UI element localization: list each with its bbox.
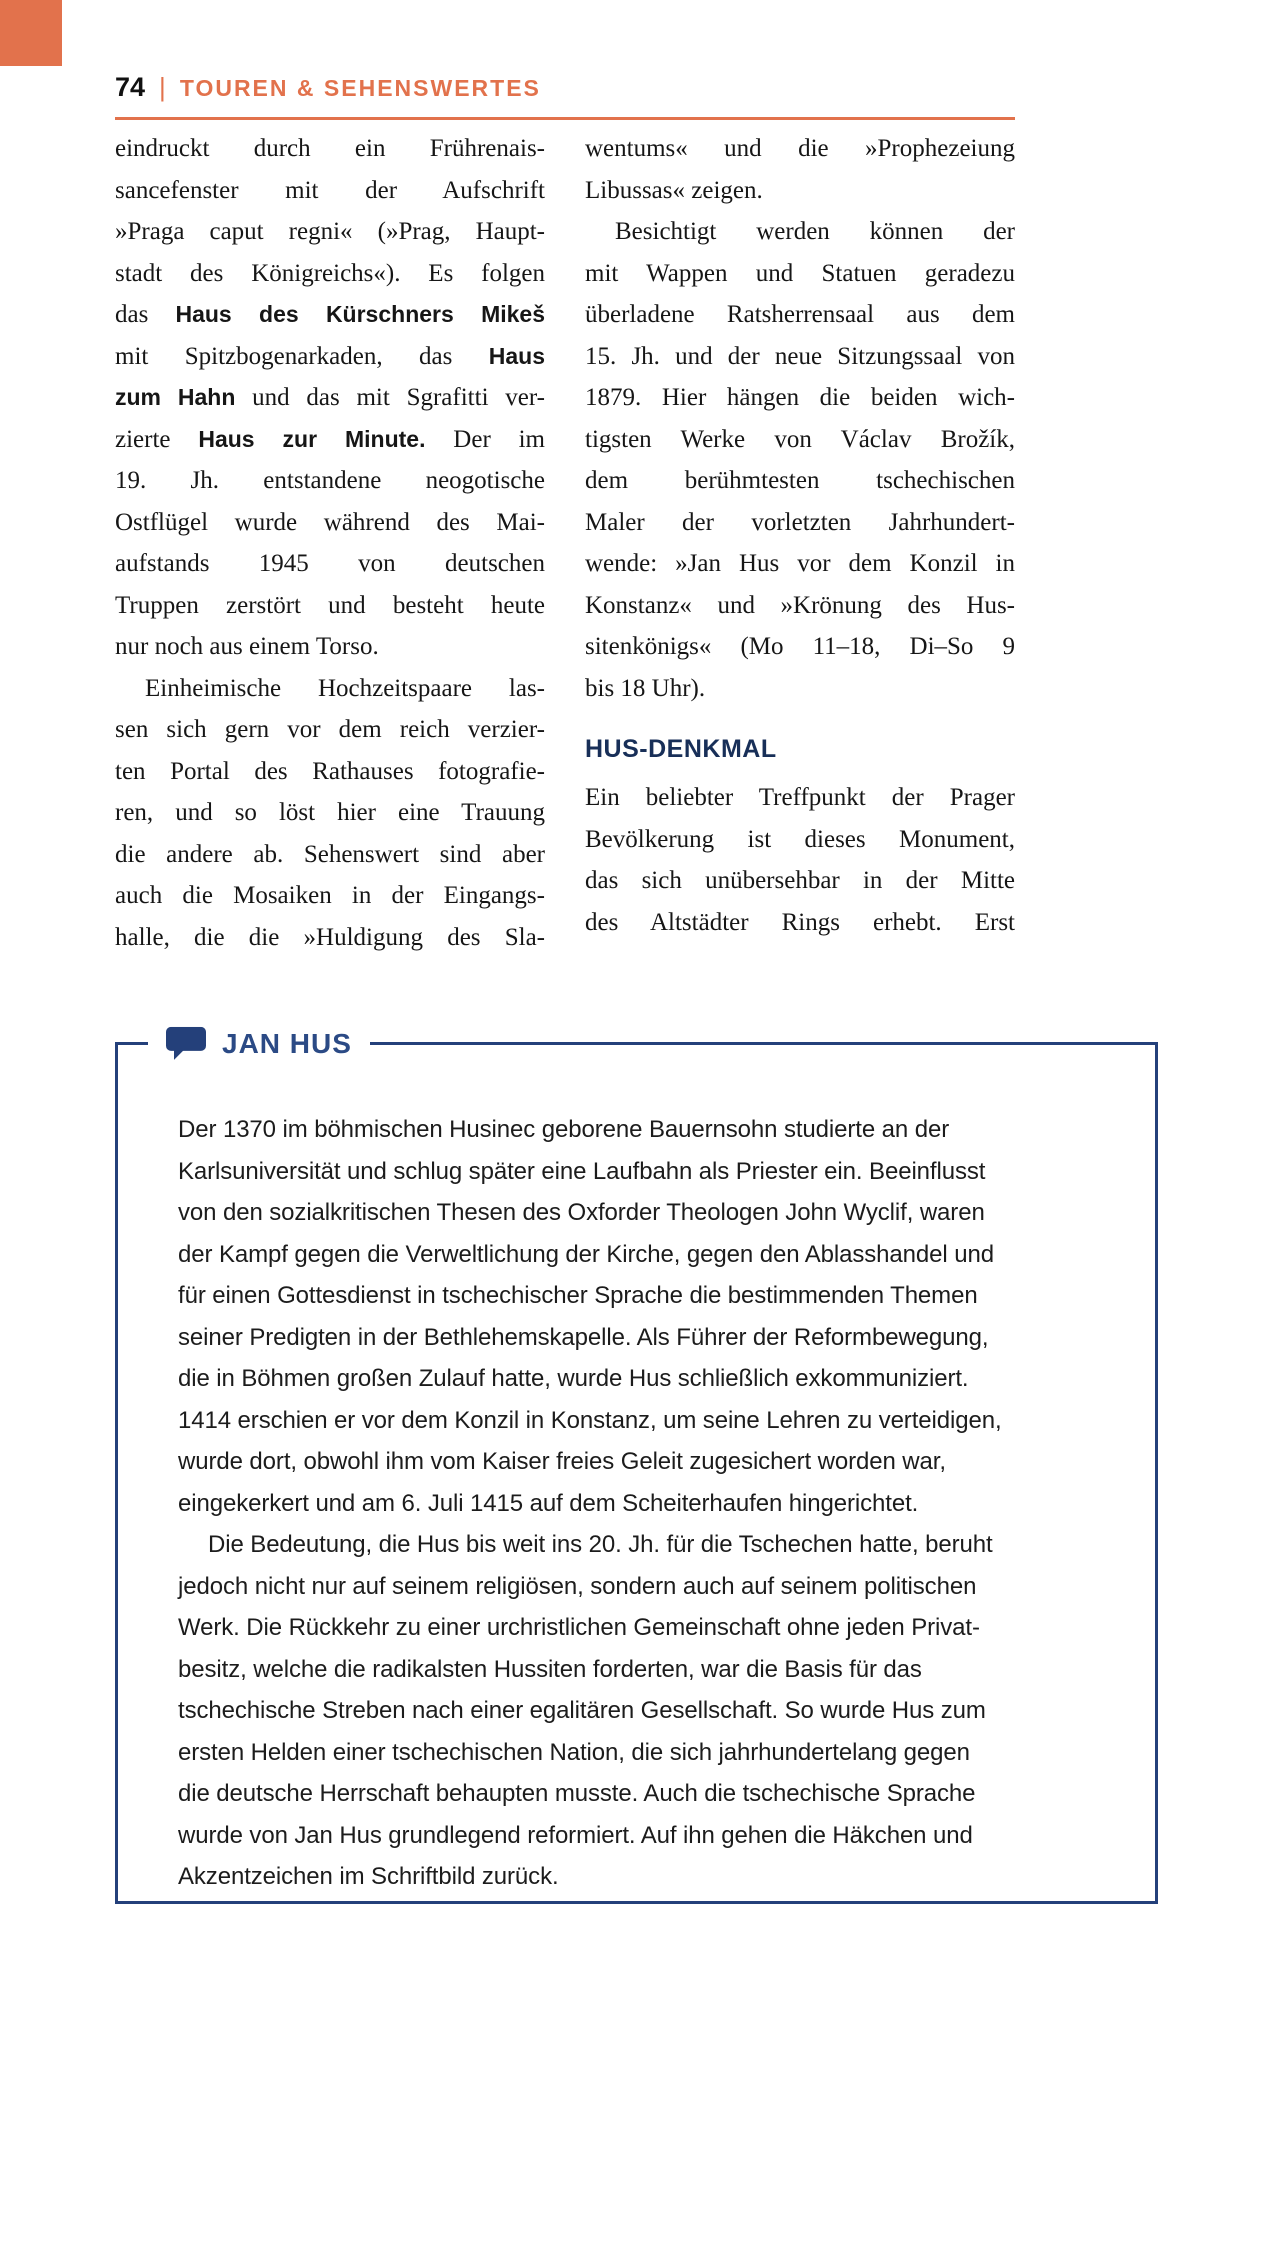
text-line: von den sozialkritischen Thesen des Oxforder Theologen John Wyclif, waren — [178, 1199, 985, 1226]
text-line: aufstands 1945 von deutschen — [115, 550, 545, 577]
text-line: Besichtigt werden können der — [615, 218, 1015, 245]
text-line: Ostflügel wurde während des Mai- — [115, 508, 545, 536]
text-line: Der 1370 im böhmischen Husinec geborene Bauernsohn studierte an der — [178, 1116, 950, 1143]
text-line: der Kampf gegen die Verweltlichung der Kirche, gegen den Ablasshandel und — [178, 1240, 994, 1268]
left-column — [115, 128, 545, 958]
text-line: sen sich gern vor dem reich verzier- — [115, 716, 545, 743]
text-line: besitz, welche die radikalsten Hussiten forderten, war die Basis für das — [178, 1655, 922, 1683]
text-line: Die Bedeutung, die Hus bis weit ins 20. Jh. für die Tschechen hatte, beruht — [208, 1531, 993, 1558]
page-header — [115, 72, 1015, 120]
header-rule — [115, 117, 1015, 120]
text-line: seiner Predigten in der Bethlehemskapelle. Als Führer der Reformbewegung, — [178, 1323, 989, 1351]
text-line: Karlsuniversität und schlug später eine Laufbahn als Priester ein. Beeinflusst — [178, 1157, 986, 1185]
header-separator: | — [159, 72, 166, 102]
text-line: 19. Jh. entstandene neogotische — [115, 467, 545, 494]
text-line: tigsten Werke von Václav Brožík, — [585, 425, 1015, 453]
text-line: halle, die die »Huldigung des Sla- — [115, 923, 545, 951]
text-line: tschechische Streben nach einer egalitären Gesellschaft. So wurde Hus zum — [178, 1697, 986, 1724]
text-line: wurde dort, obwohl ihm vom Kaiser freies Geleit zugesichert worden war, — [178, 1448, 946, 1475]
text-line: Libussas« zeigen. — [585, 176, 763, 204]
text-line: die in Böhmen großen Zulauf hatte, wurde Hus schließlich exkommuniziert. — [178, 1365, 969, 1392]
text-line: Einheimische Hochzeitspaare las- — [145, 674, 545, 702]
text-line: Werk. Die Rückkehr zu einer urchristlichen Gemeinschaft ohne jeden Privat- — [178, 1614, 980, 1641]
text-line: Akzentzeichen im Schriftbild zurück. — [178, 1863, 559, 1890]
text-line: eindruckt durch ein Frührenais- — [115, 135, 545, 162]
text-line: wurde von Jan Hus grundlegend reformiert. Auf ihn gehen die Häkchen und — [178, 1821, 973, 1849]
text-line: ten Portal des Rathauses fotografie- — [115, 757, 545, 785]
text-line: auch die Mosaiken in der Eingangs- — [115, 882, 545, 909]
article-columns — [115, 128, 1015, 958]
infobox-title — [148, 1027, 370, 1060]
header-row — [115, 72, 1015, 103]
text-line: ren, und so löst hier eine Trauung — [115, 799, 545, 826]
text-line: überladene Ratsherrensaal aus dem — [585, 301, 1015, 328]
page-corner-tab — [0, 0, 62, 66]
right-column-part-1 — [585, 128, 1015, 709]
infobox-title-text: JAN HUS — [222, 1027, 352, 1059]
text-line: »Praga caput regni« (»Prag, Haupt- — [115, 218, 545, 245]
text-line: zierte Haus zur Minute. Der im — [115, 425, 545, 453]
right-column-part-2 — [585, 777, 1015, 943]
text-line: sancefenster mit der Aufschrift — [115, 176, 545, 204]
text-line: Bevölkerung ist dieses Monument, — [585, 825, 1015, 853]
subheading-hus-denkmal: HUS-DENKMAL — [585, 735, 777, 763]
text-line: Maler der vorletzten Jahrhundert- — [585, 508, 1015, 536]
infobox-jan-hus — [115, 1027, 1158, 1904]
text-line: 15. Jh. und der neue Sitzungssaal von — [585, 342, 1015, 370]
text-line: wende: »Jan Hus vor dem Konzil in — [585, 550, 1015, 577]
text-line: 1879. Hier hängen die beiden wich- — [585, 384, 1015, 411]
text-line: für einen Gottesdienst in tschechischer Sprache die bestimmenden Themen — [178, 1282, 978, 1309]
section-title: TOUREN & SEHENSWERTES — [179, 75, 541, 101]
text-line: mit Wappen und Statuen geradezu — [585, 259, 1015, 287]
speech-bubble-icon — [166, 1027, 206, 1060]
text-line: zum Hahn und das mit Sgrafitti ver- — [115, 384, 546, 411]
text-line: das Haus des Kürschners Mikeš — [115, 301, 545, 328]
text-line: sitenkönigs« (Mo 11–18, Di–So 9 — [585, 633, 1015, 660]
text-line: nur noch aus einem Torso. — [115, 633, 379, 660]
text-line: eingekerkert und am 6. Juli 1415 auf dem Scheiterhaufen hingerichtet. — [178, 1489, 919, 1517]
text-line: des Altstädter Rings erhebt. Erst — [585, 908, 1015, 936]
text-line: die andere ab. Sehenswert sind aber — [115, 840, 545, 868]
text-line: mit Spitzbogenarkaden, das Haus — [115, 342, 545, 370]
infobox-body — [118, 1045, 1155, 1898]
text-line: Konstanz« und »Krönung des Hus- — [585, 591, 1015, 619]
right-column — [585, 128, 1015, 958]
text-line: stadt des Königreichs«). Es folgen — [115, 259, 545, 287]
text-line: dem berühmtesten tschechischen — [585, 467, 1015, 494]
page-number: 74 — [115, 72, 146, 102]
text-line: das sich unübersehbar in der Mitte — [585, 867, 1015, 894]
text-line: wentums« und die »Prophezeiung — [585, 135, 1015, 162]
text-line: bis 18 Uhr). — [585, 674, 706, 702]
text-line: Ein beliebter Treffpunkt der Prager — [585, 784, 1015, 811]
text-line: 1414 erschien er vor dem Konzil in Konstanz, um seine Lehren zu verteidigen, — [178, 1406, 1002, 1434]
text-line: Truppen zerstört und besteht heute — [115, 591, 545, 619]
text-line: ersten Helden einer tschechischen Nation, die sich jahrhundertelang gegen — [178, 1738, 970, 1766]
text-line: jedoch nicht nur auf seinem religiösen, sondern auch auf seinem politischen — [178, 1572, 977, 1600]
text-line: die deutsche Herrschaft behaupten musste. Auch die tschechische Sprache — [178, 1780, 976, 1807]
